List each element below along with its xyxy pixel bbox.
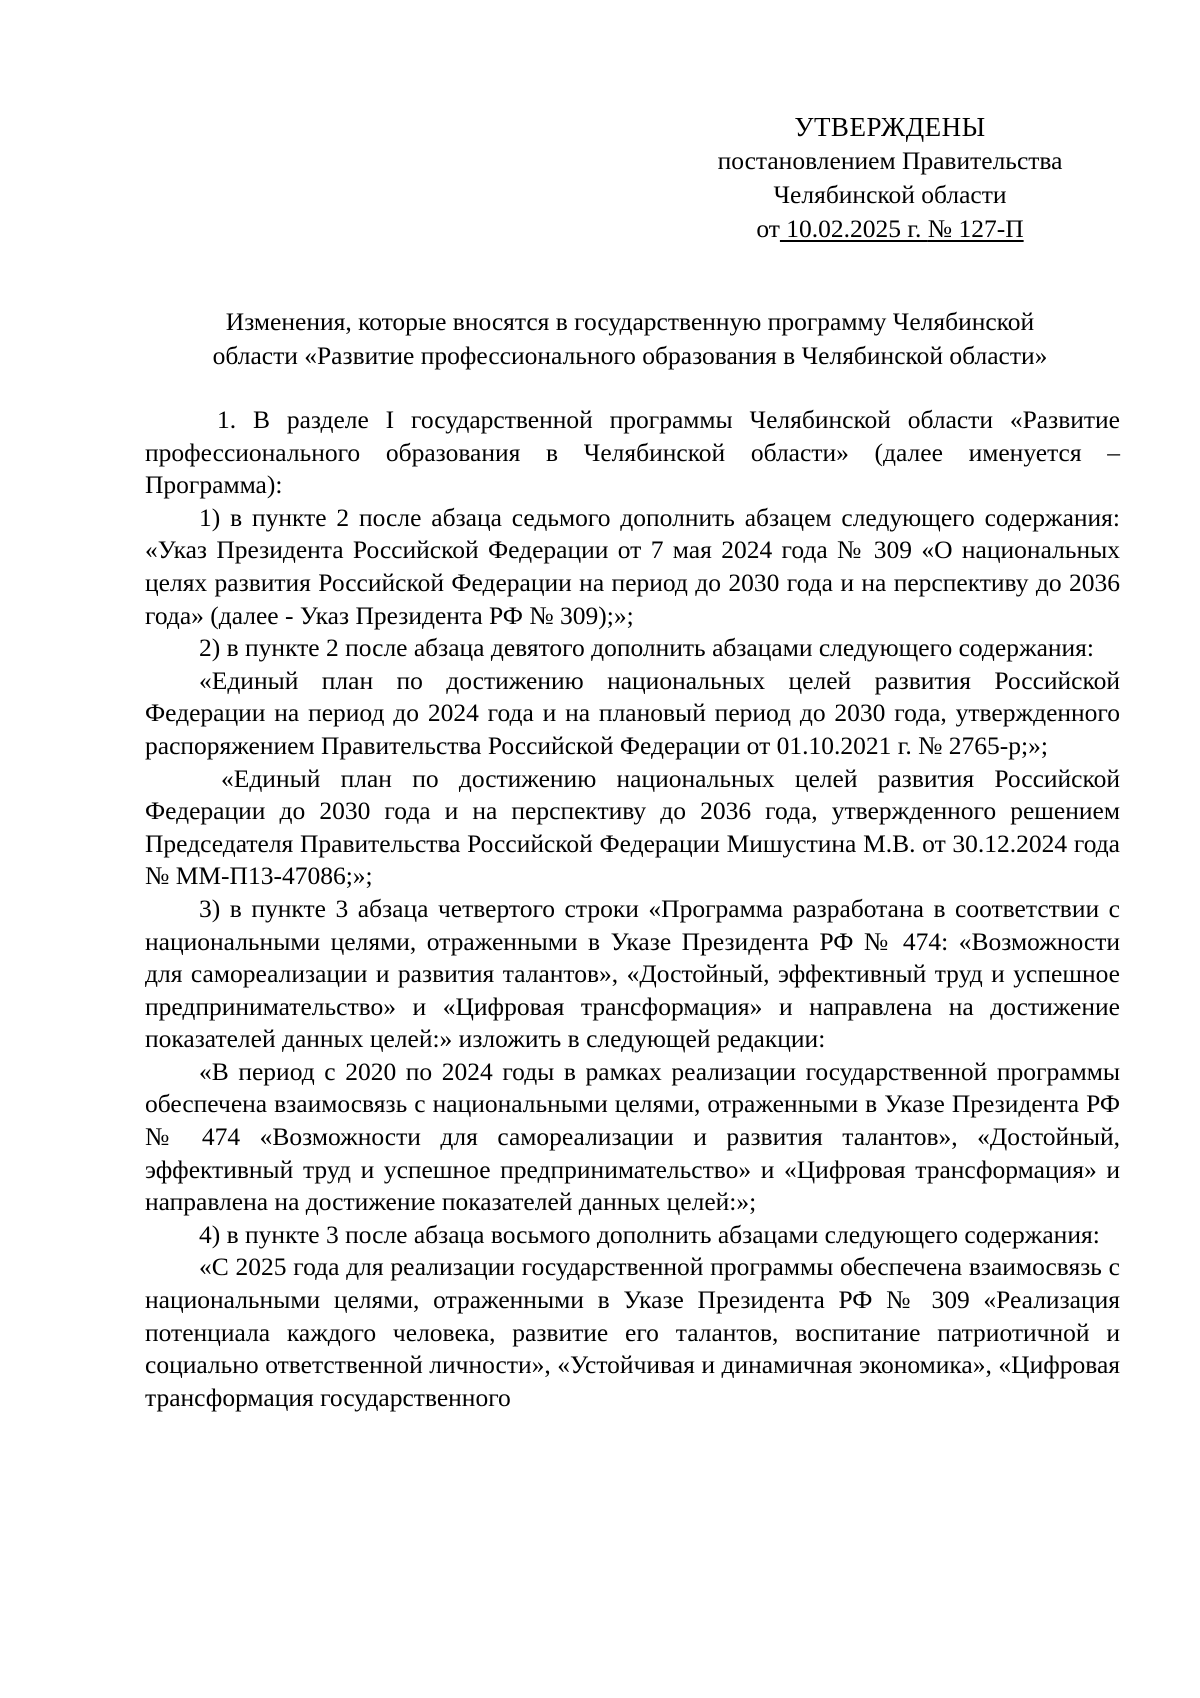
approval-date: 10.02.2025 г. [779, 214, 928, 243]
paragraph-section-1: 1. В разделе I государственной программы Челябинской области «Развитие профессионального образования в Челябинской области» (далее именуется – Программа): [145, 405, 1120, 500]
paragraph-quote-period-2020-2024: «В период с 2020 по 2024 годы в рамках реализации государственной программы обеспечена взаимосвязь с национальными целями, отраженными в Указе Президента РФ № 474 «Возможности для самореализации и развития талантов», «Достойный, эффективный труд и успешное предпринимательство» и «Цифровая трансформация» и направлена на достижение показателей данных целей:»; [145, 1056, 1120, 1217]
approval-title: УТВЕРЖДЕНЫ [794, 112, 986, 142]
document-body [145, 404, 1120, 1414]
document-title [140, 305, 1120, 373]
approval-date-line [660, 212, 1120, 246]
approval-line-region: Челябинской области [773, 180, 1007, 209]
paragraph-quote-plan-2024: «Единый план по достижению национальных целей развития Российской Федерации на период до 2024 года и на плановый период до 2030 года, утвержденного распоряжением Правительства Российской Федерации от 01.10.2021 г. № 2765-р;»; [145, 665, 1120, 760]
paragraph-quote-plan-2030: «Единый план по достижению национальных целей развития Российской Федерации до 2030 года и на перспективу до 2036 года, утвержденного решением Председателя Правительства Российской Федерации Мишустина М.В. от 30.12.2024 года № ММ-П13-47086;»; [145, 763, 1120, 891]
paragraph-item-3: 3) в пункте 3 абзаца четвертого строки «Программа разработана в соответствии с национальными целями, отраженными в Указе Президента РФ № 474: «Возможности для самореализации и развития талантов», «Достойный, эффективный труд и успешное предпринимательство» и «Цифровая трансформация» и направлена на достижение показателей данных целей:» изложить в следующей редакции: [145, 893, 1120, 1054]
approval-date-prefix: от [756, 214, 780, 243]
approval-line-resolution: постановлением Правительства [717, 146, 1063, 175]
approval-stamp [660, 110, 1120, 246]
paragraph-item-2: 2) в пункте 2 после абзаца девятого дополнить абзацами следующего содержания: [199, 633, 1094, 663]
document-title-line-2: области «Развитие профессионального образования в Челябинской области» [212, 341, 1048, 370]
paragraph-item-4: 4) в пункте 3 после абзаца восьмого дополнить абзацами следующего содержания: [199, 1219, 1100, 1249]
paragraph-item-1: 1) в пункте 2 после абзаца седьмого дополнить абзацем следующего содержания: «Указ Президента Российской Федерации от 7 мая 2024 года № 309 «О национальных целях развития Российской Федерации на период до 2030 года и на перспективу до 2036 года» (далее - Указ Президента РФ № 309);»; [145, 502, 1120, 630]
approval-number: № 127-П [927, 214, 1024, 243]
document-title-line-1: Изменения, которые вносятся в государственную программу Челябинской [225, 307, 1035, 336]
paragraph-quote-from-2025: «С 2025 года для реализации государственной программы обеспечена взаимосвязь с национальными целями, отраженными в Указе Президента РФ № 309 «Реализация потенциала каждого человека, развитие его талантов, воспитание патриотичной и социально ответственной личности», «Устойчивая и динамичная экономика», «Цифровая трансформация государственного [145, 1252, 1120, 1412]
